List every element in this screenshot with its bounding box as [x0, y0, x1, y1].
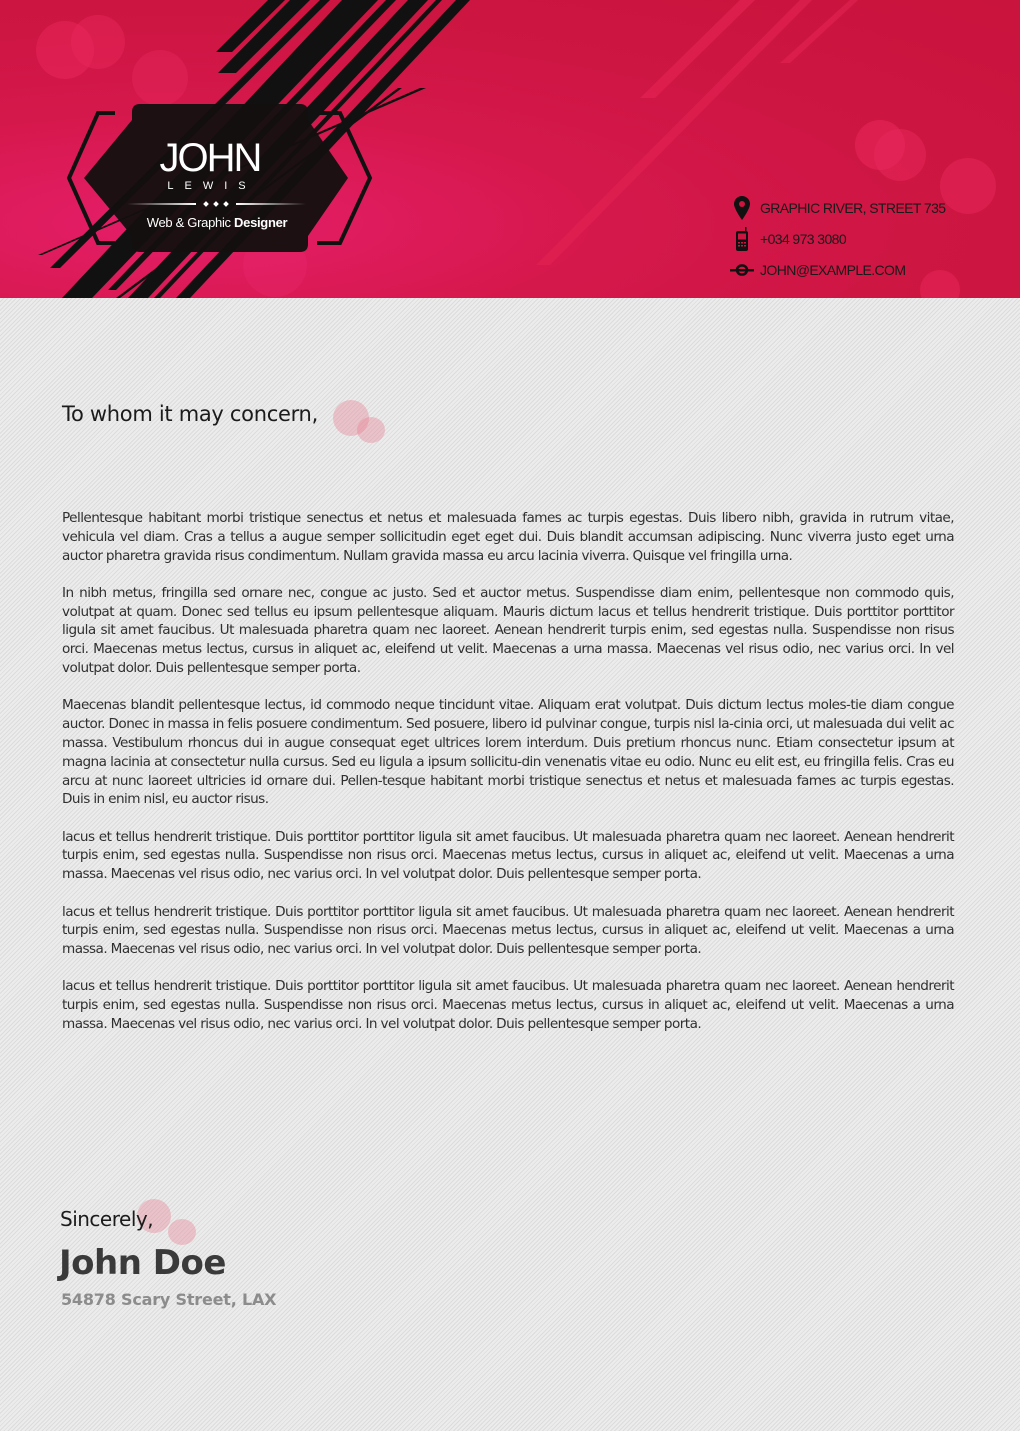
logo — [86, 104, 334, 252]
signer-name: John Doe — [59, 1243, 226, 1283]
tagline-regular: Web & Graphic — [146, 215, 231, 230]
signer-address: 54878 Scary Street, LAX — [61, 1290, 277, 1309]
letter-body — [62, 509, 954, 1052]
closing: Sincerely, — [60, 1207, 154, 1231]
contact-email — [730, 254, 1010, 285]
paragraph: Maecenas blandit pellentesque lectus, id commodo neque tincidunt vitae. Aliquam erat volutpat. Duis dictum lectus moles-tie diam congue auctor. Donec in massa in felis posuere condimentum. Sed posuere, libero id pulvinar congue, turpis nisl la-cinia orci, ut malesuada dui velit ac massa. Vestibulum rhoncus dui in augue consequat eget ultrices lorem interdum. Duis pretium rhoncus nunc. Etiam consectetur ipsum at magna lacinia at consectetur nulla cursus. Sed eu ligula a ipsum sollicitu-din venenatis vitae eu odio. Nunc eu elit est, eu fringilla felis. Cras eu arcu at nunc laoreet ultricies id ornare dui. Pellen-tesque habitant morbi tristique senectus et netus et malesuada fames ac turpis egestas. Duis in enim nisl, eu auctor risus. — [62, 697, 954, 808]
paragraph: lacus et tellus hendrerit tristique. Duis porttitor porttitor ligula sit amet faucibus. Ut malesuada pharetra quam nec laoreet. Aenean hendrerit turpis enim, sed egestas nulla. Suspendisse non risus orci. Maecenas metus lectus, cursus in aliquet ac, eleifend ut velit. Maecenas a urna massa. Maecenas vel risus odio, nec varius orci. In vel volutpat dolor. Duis pellentesque semper porta. — [62, 828, 954, 883]
paragraph: lacus et tellus hendrerit tristique. Duis porttitor porttitor ligula sit amet faucibus. Ut malesuada pharetra quam nec laoreet. Aenean hendrerit turpis enim, sed egestas nulla. Suspendisse non risus orci. Maecenas metus lectus, cursus in aliquet ac, eleifend ut velit. Maecenas a urna massa. Maecenas vel risus odio, nec varius orci. In vel volutpat dolor. Duis pellentesque semper porta. — [62, 978, 954, 1033]
paragraph: In nibh metus, fringilla sed ornare nec, congue ac justo. Sed et auctor metus. Suspendisse diam enim, pellentesque non commodo quis, volutpat at quam. Donec sed tellus eu ipsum pellentesque aliquam. Mauris dictum lacus et tellus hendrerit tristique. Duis porttitor porttitor ligula sit amet faucibus. Ut malesuada pharetra quam nec laoreet. Aenean hendrerit turpis enim, sed egestas nulla. Suspendisse non risus orci. Maecenas metus lectus, cursus in aliquet ac, eleifend ut velit. Maecenas a urna massa. Maecenas vel risus odio, nec varius orci. In vel volutpat dolor. Duis pellentesque semper porta. — [62, 584, 954, 677]
contact-phone — [730, 223, 1010, 254]
decorative-bubble — [357, 417, 385, 443]
paragraph: Pellentesque habitant morbi tristique senectus et netus et malesuada fames ac turpis egestas. Duis libero nibh, gravida in rutrum vitae, vehicula vel diam. Cras a tellus a augue semper sollicitudin eget eget dui. Duis blandit accumsan adipiscing. Nunc viverra justo eget urna auctor pharetra gravida risus condimentum. Nullam gravida massa eu arcu lacinia viverra. Quisque vel fringilla urna. — [62, 510, 954, 564]
logo-last-name: LEWIS — [167, 180, 257, 192]
contact-info — [730, 192, 1010, 285]
logo-divider — [126, 200, 306, 208]
decorative-bubble — [168, 1219, 196, 1245]
salutation: To whom it may concern, — [62, 402, 318, 426]
phone-text: +034 973 3080 — [760, 230, 847, 247]
link-icon — [730, 258, 754, 282]
tagline-bold: Designer — [234, 215, 288, 230]
logo-first-name: JOHN — [159, 136, 261, 180]
logo-tagline — [86, 215, 348, 230]
mobile-phone-icon — [730, 227, 754, 251]
paragraph: lacus et tellus hendrerit tristique. Duis porttitor porttitor ligula sit amet faucibus. Ut malesuada pharetra quam nec laoreet. Aenean hendrerit turpis enim, sed egestas nulla. Suspendisse non risus orci. Maecenas metus lectus, cursus in aliquet ac, eleifend ut velit. Maecenas a urna massa. Maecenas vel risus odio, nec varius orci. In vel volutpat dolor. Duis pellentesque semper porta. — [62, 903, 954, 958]
contact-address — [730, 192, 1010, 223]
letterhead-header — [0, 0, 1020, 298]
map-pin-icon — [730, 196, 754, 220]
address-text: GRAPHIC RIVER, STREET 735 — [760, 199, 946, 216]
email-link[interactable]: JOHN@EXAMPLE.COM — [760, 261, 906, 278]
